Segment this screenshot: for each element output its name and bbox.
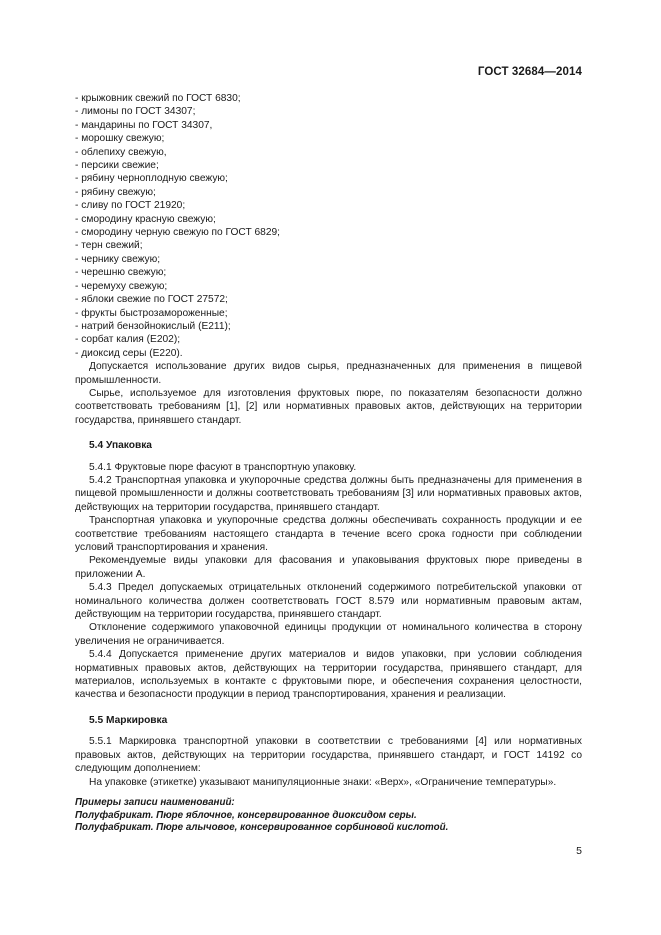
- paragraph: Отклонение содержимого упаковочной единицы продукции от номинального количества в сторону увеличения не ограничивается.: [75, 622, 582, 647]
- paragraph: 5.4.2 Транспортная упаковка и укупорочные средства должны быть предназначены для применения в пищевой промышленности и должны соответствовать требованиям [3] или нормативных правовых актов, действующих на территории государства, принявшего стандарт.: [75, 474, 582, 513]
- list-item: - черешню свежую;: [75, 267, 167, 279]
- section-heading: 5.5 Маркировка: [89, 714, 168, 726]
- list-item: - рябину черноплодную свежую;: [75, 173, 228, 185]
- list-item: - облепиху свежую,: [75, 146, 167, 158]
- paragraph: Транспортная упаковка и укупорочные средства должны обеспечивать сохранность продукции и ее соответствие требованиям настоящего стандарта в течение всего срока годности при соблюдении условий транспортирования и хранения.: [75, 515, 582, 553]
- list-item: - черемуху свежую;: [75, 280, 168, 292]
- list-item: - яблоки свежие по ГОСТ 27572;: [75, 294, 228, 306]
- ingredient-list: [75, 92, 582, 360]
- list-item: - персики свежие;: [75, 160, 159, 172]
- paragraph: Рекомендуемые виды упаковки для фасования и упаковывания фруктовых пюре приведены в приложении А.: [75, 555, 582, 580]
- list-item: - крыжовник свежий по ГОСТ 6830;: [75, 93, 241, 104]
- paragraph: 5.5.1 Маркировка транспортной упаковки в соответствии с требованиями [4] или нормативных правовых актов, действующих на территории государства, принявшего стандарт, и ГОСТ 14192 со следующим дополнением:: [75, 736, 582, 775]
- list-item: - диоксид серы (Е220).: [75, 347, 183, 359]
- page-body: [75, 92, 582, 835]
- list-item: - мандарины по ГОСТ 34307,: [75, 119, 213, 131]
- list-item: - лимоны по ГОСТ 34307;: [75, 106, 196, 118]
- examples-heading: Примеры записи наименований:: [75, 796, 235, 808]
- paragraph: Сырье, используемое для изготовления фруктовых пюре, по показателям безопасности должно соответствовать требованиям [1], [2] или нормативных правовых актов, действующих на территории государства, принявшего стандарт.: [75, 387, 582, 426]
- paragraph: 5.4.4 Допускается применение других материалов и видов упаковки, при условии соблюдения нормативных правовых актов, действующих на территории государства, принявшего стандарт, для материалов, используемых в контакте с фруктовыми пюре, и обеспечения сохранения целостности, качества и безопасности продукции в период транспортирования, хранения и реализации.: [75, 649, 582, 701]
- paragraph: Допускается использование других видов сырья, предназначенных для применения в пищевой промышленности.: [75, 361, 582, 386]
- paragraph: 5.4.3 Предел допускаемых отрицательных отклонений содержимого потребительской упаковки от номинального количества должен соответствовать ГОСТ 8.579 или нормативным правовым актам, действующим на территории государства, принявшего стандарт.: [75, 582, 582, 621]
- section-heading: 5.4 Упаковка: [89, 440, 152, 452]
- paragraph: На упаковке (этикетке) указывают манипуляционные знаки: «Верх», «Ограничение температуры».: [89, 776, 557, 788]
- list-item: - терн свежий;: [75, 240, 143, 252]
- list-item: - рябину свежую;: [75, 186, 156, 198]
- list-item: - смородину черную свежую по ГОСТ 6829;: [75, 227, 280, 239]
- paragraph: 5.4.1 Фруктовые пюре фасуют в транспортную упаковку.: [89, 461, 357, 473]
- list-item: - фрукты быстрозамороженные;: [75, 307, 228, 319]
- example-line: Полуфабрикат. Пюре яблочное, консервированное диоксидом серы.: [75, 809, 417, 821]
- list-item: - сорбат калия (Е202);: [75, 334, 181, 346]
- list-item: - морошку свежую;: [75, 133, 165, 145]
- document-code-header: ГОСТ 32684—2014: [477, 66, 582, 78]
- example-line: Полуфабрикат. Пюре алычовое, консервированное сорбиновой кислотой.: [75, 822, 449, 834]
- list-item: - натрий бензойнокислый (Е211);: [75, 320, 231, 332]
- list-item: - чернику свежую;: [75, 253, 161, 265]
- list-item: - сливу по ГОСТ 21920;: [75, 200, 186, 212]
- naming-examples: [75, 797, 582, 835]
- list-item: - смородину красную свежую;: [75, 213, 216, 225]
- page-number: 5: [576, 845, 582, 857]
